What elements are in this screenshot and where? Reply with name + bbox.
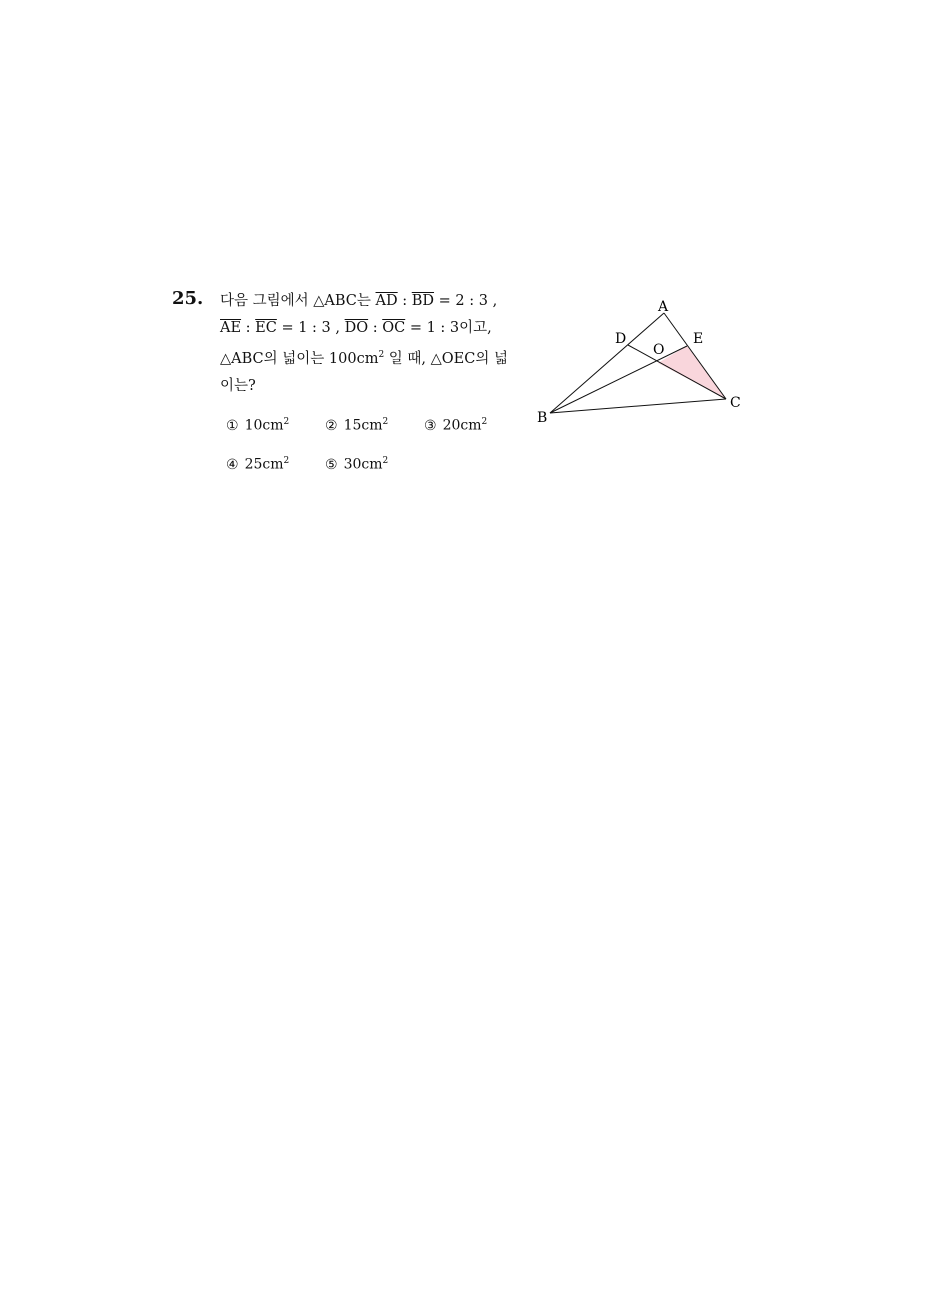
shaded-triangle-oec bbox=[658, 346, 726, 399]
segment-do: $\overline{DO}$ bbox=[344, 320, 369, 336]
option-2[interactable]: ② $15cm^2$ bbox=[325, 417, 389, 434]
option-3[interactable]: ③ $20cm^2$ bbox=[424, 417, 488, 434]
segment-ad: $\overline{AD}$ bbox=[375, 293, 398, 309]
label-b: B bbox=[537, 410, 548, 426]
option-1[interactable]: ① $10cm^2$ bbox=[226, 417, 290, 434]
stem-line-3: △ABC의 넓이는 $100cm^2$ 일 때, △OEC의 넓 bbox=[220, 350, 508, 367]
label-a: A bbox=[658, 299, 669, 315]
stem-line-4: 이는? bbox=[220, 377, 256, 394]
triangle-figure bbox=[530, 290, 760, 430]
stem-line-2: $\overline{AE}$ : $\overline{EC} = 1$ : 3 , $\overline{DO}$ : $\overline{OC} = 1$ : 3이고, bbox=[220, 320, 492, 336]
segment-ec: $\overline{EC}$ bbox=[255, 320, 277, 336]
question-number: 25. bbox=[172, 288, 204, 309]
side-ab bbox=[550, 313, 664, 413]
question-stem bbox=[220, 288, 530, 400]
label-d: D bbox=[615, 331, 627, 347]
segment-ae: $\overline{AE}$ bbox=[220, 320, 242, 336]
segment-bd: $\overline{BD}$ bbox=[411, 293, 435, 309]
segment-be bbox=[550, 346, 687, 413]
side-bc bbox=[550, 399, 726, 413]
stem-line-1: 다음 그림에서 △ABC는 $\overline{AD}$ : $\overline{BD} = 2$ : 3 , bbox=[220, 293, 498, 309]
label-e: E bbox=[693, 331, 704, 347]
option-5[interactable]: ⑤ $30cm^2$ bbox=[325, 456, 389, 473]
option-4[interactable]: ④ $25cm^2$ bbox=[226, 456, 290, 473]
label-o: O bbox=[653, 342, 665, 358]
label-c: C bbox=[730, 395, 741, 411]
segment-oc: $\overline{OC}$ bbox=[382, 320, 406, 336]
